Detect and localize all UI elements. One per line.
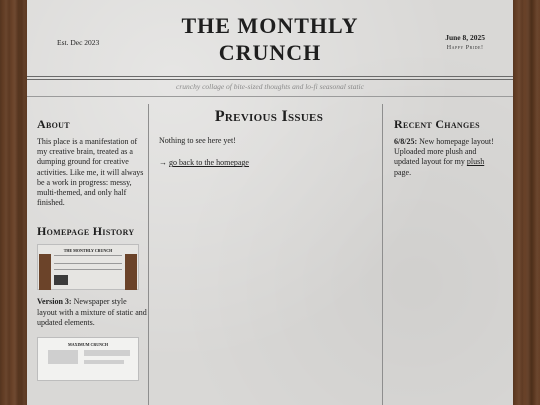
arrow-icon: → xyxy=(159,158,169,168)
change-date: 6/8/25: xyxy=(394,137,418,146)
thumbnail-wood-right xyxy=(125,254,137,290)
thumbnail-rule xyxy=(54,263,122,264)
thumbnail-block xyxy=(48,350,78,364)
thumbnail-block xyxy=(84,350,130,356)
history-heading: Homepage History xyxy=(37,224,135,239)
site-title-line1: THE MONTHLY xyxy=(181,13,359,38)
main-column xyxy=(159,104,379,168)
thumbnail-photo xyxy=(54,275,68,285)
tagline: crunchy collage of bite-sized thoughts and lo-fi seasonal static xyxy=(176,82,364,91)
homepage-v2-thumbnail[interactable] xyxy=(37,337,139,381)
version-label: Version 3: xyxy=(37,297,72,307)
site-title-line2: CRUNCH xyxy=(218,40,322,65)
thumbnail-title: MAXIMUM CRUNCH xyxy=(67,342,109,348)
thumbnail-title: THE MONTHLY CRUNCH xyxy=(63,248,113,254)
change-text: New homepage layout! Uploaded more plush and updated layout for my xyxy=(394,137,494,167)
column-divider-right xyxy=(382,104,383,405)
empty-message: Nothing to see here yet! xyxy=(159,136,236,145)
plush-link[interactable]: plush xyxy=(466,157,485,167)
thumbnail-rule xyxy=(54,255,122,256)
change-text-end: page. xyxy=(394,167,412,177)
recent-changes-heading: Recent Changes xyxy=(394,117,480,131)
pride-note: Happy Pride! xyxy=(446,45,484,51)
thumbnail-rule xyxy=(54,269,122,270)
masthead-rule-top xyxy=(27,76,513,77)
right-column xyxy=(394,104,498,178)
change-entry xyxy=(394,137,498,178)
about-text: This place is a manifestation of my creative brain, treated as a dumping ground for creative activities. Like me, it will always be a work in progress: messy, multi-themed, and only half finished. xyxy=(37,137,144,208)
column-divider-left xyxy=(148,104,149,405)
left-column xyxy=(37,104,147,388)
version-text: Newspaper style layout with a mixture of static and updated elements. xyxy=(37,297,147,327)
issue-date: June 8, 2025 xyxy=(445,33,485,42)
masthead xyxy=(27,0,513,78)
established-date: Est. Dec 2023 xyxy=(57,38,100,47)
site-title[interactable] xyxy=(147,12,393,66)
thumbnail-block xyxy=(84,360,124,364)
thumbnail-wood-left xyxy=(39,254,51,290)
version-description xyxy=(37,297,147,328)
back-line xyxy=(159,158,379,168)
about-heading: About xyxy=(37,117,70,131)
tagline-rule xyxy=(27,96,513,97)
previous-issues-heading: Previous Issues xyxy=(214,108,324,125)
date-block xyxy=(445,33,485,51)
homepage-v3-thumbnail[interactable] xyxy=(37,244,139,290)
back-to-homepage-link[interactable]: go back to the homepage xyxy=(169,158,249,168)
page-paper xyxy=(27,0,513,405)
masthead-rule-bottom xyxy=(27,79,513,80)
